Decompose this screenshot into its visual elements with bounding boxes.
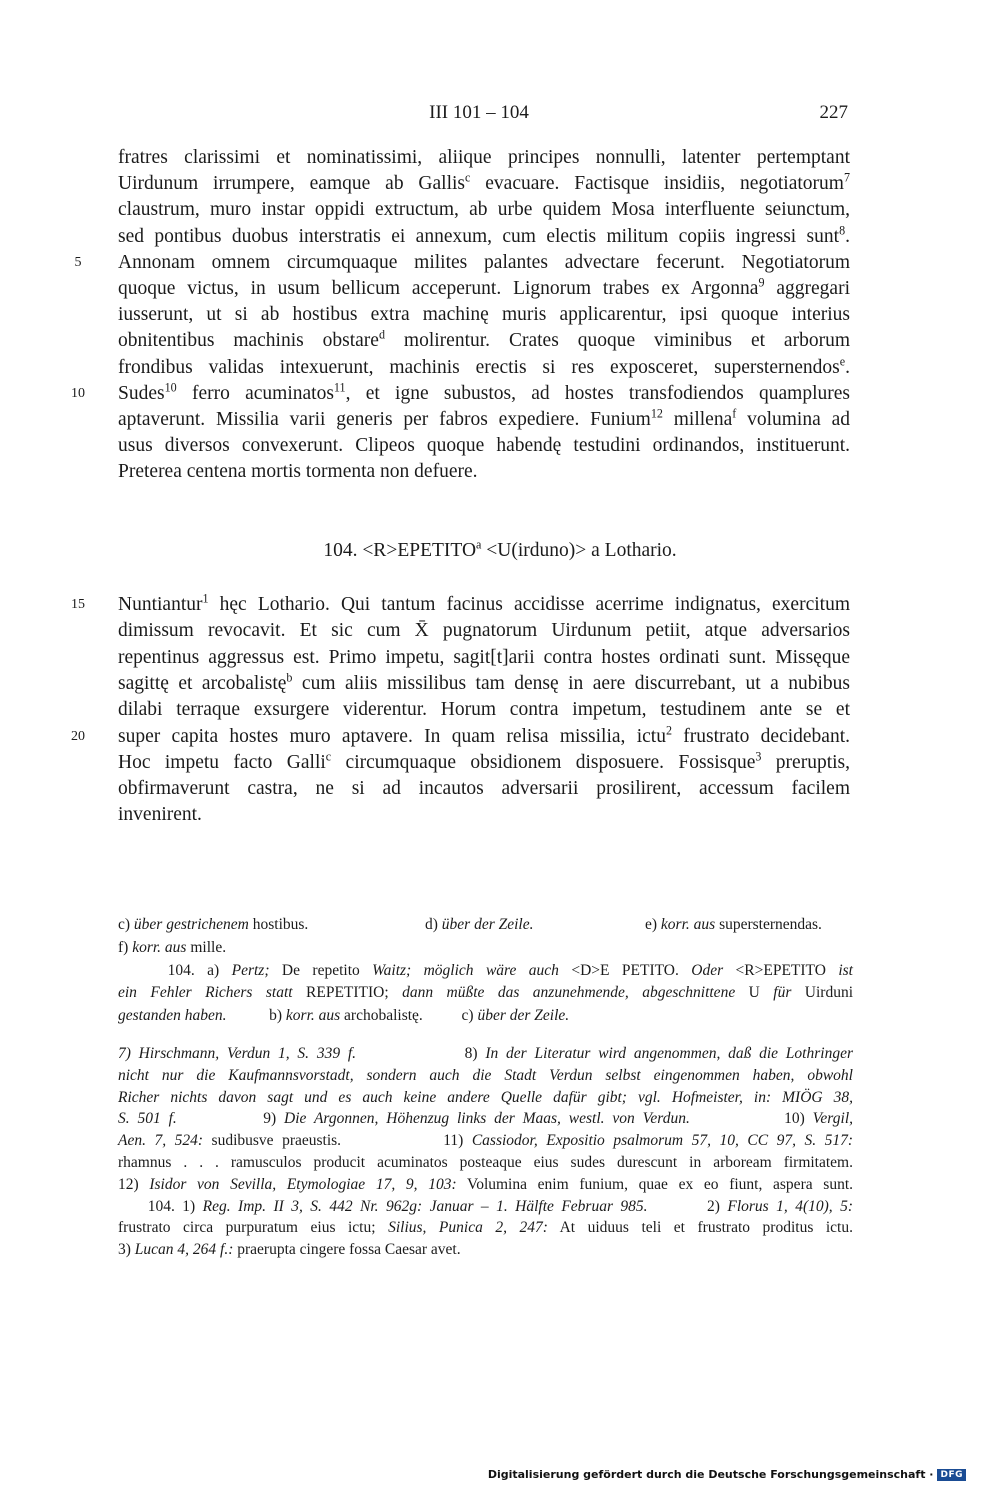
chapter-heading: 104. $<R>EPETITO^a$ <U(irduno)> a Lothario. [323,537,677,561]
body-top-line: frondibus validas intexuerunt, machinis erectis si res exposceret, supersternendos$^e$. [118,354,850,378]
running-header: III 101 – 104 [429,102,529,123]
apparatus-line: ein Fehler Richers statt REPETITIO; dann müßte das anzunehmende, abgeschnittene U für Uirduni [118,984,854,1001]
body-bottom-line: Nuntiantur$^1$ hęc Lothario. Qui tantum facinus accidisse acerrime indignatus, exercitum [118,591,850,615]
line-number: 5 [74,254,82,270]
body-bottom-line: repentinus aggressus est. Primo impetu, sagit[t]arii contra hostes ordinati sunt. Missęque [118,646,850,668]
body-top-line: Sudes$^{10}$ ferro acuminatos$^{11}$, et igne subustos, ad hostes transfodiendos quamplures [118,380,850,404]
apparatus-line: gestanden haben. b) korr. aus archobalistę. c) über der Zeile. [118,1006,570,1024]
source-note-line: nicht nur die Kaufmannsvorstadt, sondern auch die Stadt Verdun selbst eingenommen haben, obwohl [118,1066,853,1084]
source-note-line: rhamnus . . . ramusculos producit acuminatos posteaque eius sudes durescunt in arboream firmitatem. [118,1154,853,1171]
body-top-line: quoque victus, in usum bellicum acceperunt. Lignorum trabes ex Argonna$^9$ aggregari [118,275,850,299]
body-bottom-line: obfirmaverunt castra, ne si ad incautos adversarii prosilirent, accessum facilem [118,778,850,800]
source-note-line: frustrato circa purpuratum eius ictu; Silius, Punica 2, 247: At uiduus teli et frustrato proditus ictu. [118,1219,853,1237]
line-number: 20 [71,728,85,744]
body-bottom-line: invenirent. [118,804,202,826]
source-note-line: S. 501 f. 9) Die Argonnen, Höhenzug links der Maas, westl. von Verdun. 10) Vergil, [118,1110,853,1128]
body-top-line: iusserunt, ut si ab hostibus extra machinę muris applicarentur, ipsi quoque interius [118,304,850,326]
line-number: 15 [71,597,85,612]
body-top-line: sed pontibus duobus interstratis ei annexum, cum electis militum copiis ingressi sunt$^8$. [118,223,850,247]
source-note-line: 7) Hirschmann, Verdun 1, S. 339 f. 8) In der Literatur wird angenommen, daß die Lothringer [118,1045,853,1062]
body-top-line: Preterea centena mortis tormenta non defuere. [118,461,478,483]
apparatus-entry: d) über der Zeile. [425,916,534,933]
body-top-line: Uirdunum irrumpere, eamque ab Gallis$^c$ evacuare. Factisque insidiis, negotiatorum$^7$ [118,170,850,195]
source-note-line: Richer nichts davon sagt und es auch keine andere Quelle dafür gibt; vgl. Hofmeister, in: MIÖG 38, [118,1088,853,1106]
apparatus-line: f) korr. aus mille. [118,939,227,956]
source-note-line: 12) Isidor von Sevilla, Etymologiae 17, 9, 103: Volumina enim funium, quae ex eo fiunt, aspera sunt. [118,1175,853,1193]
dfg-footer [488,1468,966,1481]
body-top-line: usus diversos convexerunt. Clipeos quoque habendę testudini ordinandos, instituerunt. [118,435,850,457]
body-top-line: claustrum, muro instar oppidi extructum, ab urbe quidem Mosa interfluente seiunctum, [118,199,850,221]
body-bottom-line: super capita hostes muro aptavere. In quam relisa missilia, ictu$^2$ frustrato decidebant. [118,723,851,747]
apparatus-entry: e) korr. aus supersternendas. [645,916,822,933]
body-top-line: fratres clarissimi et nominatissimi, aliique principes nonnulli, latenter pertemptant [118,147,850,168]
line-number: 10 [71,385,85,401]
body-bottom-line: Hoc impetu facto Galli$^c$ circumquaque obsidionem disposuere. Fossisque$^3$ preruptis, [118,749,851,773]
dfg-logo: DFG [937,1469,966,1481]
apparatus-entry: c) über gestrichenem hostibus. [118,916,309,933]
source-note-line: 3) Lucan 4, 264 f.: praerupta cingere fossa Caesar avet. [118,1241,461,1259]
body-bottom-line: dimissum revocavit. Et sic cum X̄ pugnatorum Uirdunum petiit, atque adversarios [118,620,850,642]
footer-text: Digitalisierung gefördert durch die Deutsche Forschungsgemeinschaft · [487,1468,934,1481]
source-note-line: Aen. 7, 524: sudibusve praeustis. 11) Cassiodor, Expositio psalmorum 57, 10, CC 97, S. 517: [118,1132,854,1150]
body-bottom-line: dilabi terraque exsurgere viderentur. Horum contra impetum, testudinem ante se et [118,699,850,721]
page-number: 227 [819,102,848,123]
body-top-line: obnitentibus machinis obstare$^d$ molirentur. Crates quoque viminibus et arborum [118,327,850,352]
body-top-line: aptaverunt. Missilia varii generis per fabros expediere. Funium$^{12}$ millena$^f$ volumina ad [118,406,850,430]
body-top-line: Annonam omnem circumquaque milites palantes advectare fecerunt. Negotiatorum [118,251,850,273]
body-bottom-line: sagittę et arcobalistę$^b$ cum aliis missilibus tam densę in aere discurrebant, ut a nubibus [118,670,850,694]
apparatus-line: 104. a) Pertz; De repetito Waitz; möglich wäre auch <D>E PETITO. Oder <R>EPETITO ist [118,961,853,979]
source-note-line: 104. 1) Reg. Imp. II 3, S. 442 Nr. 962g: Januar – 1. Hälfte Februar 985. 2) Florus 1, 4(10), 5: [118,1197,853,1215]
